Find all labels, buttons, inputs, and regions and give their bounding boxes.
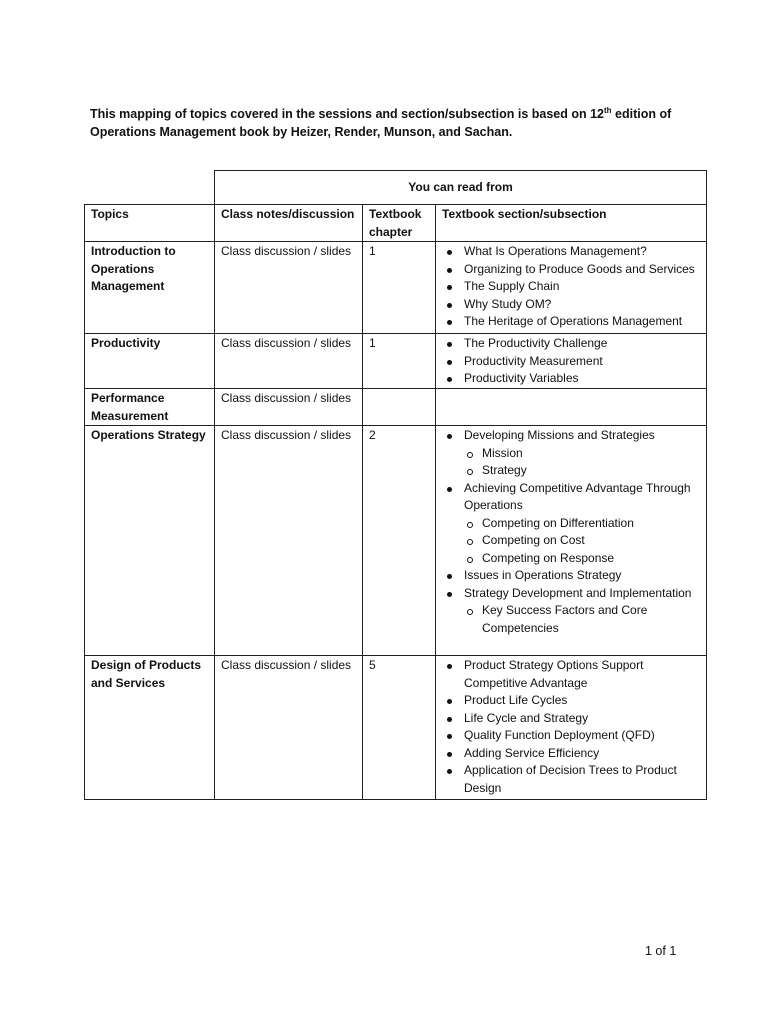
intro-paragraph [90,105,690,141]
column-header-topics: Topics [85,205,215,242]
table-row [85,242,707,334]
section-item [444,353,702,371]
section-item-text: Quality Function Deployment (QFD) [464,728,655,742]
notes-cell: Class discussion / slides [215,334,363,389]
subsection-list [464,602,702,637]
section-item [444,261,702,279]
section-item-text: Why Study OM? [464,296,552,311]
section-item-text: Product Strategy Options Support Competitive Advantage [464,658,644,690]
section-item-text: The Productivity Challenge [464,336,608,350]
intro-superscript: th [604,105,612,115]
section-item [444,692,702,710]
column-header-chapter: Textbook chapter [363,205,436,242]
section-item [444,657,702,692]
section-item-text: Product Life Cycles [464,693,568,707]
section-item [444,480,702,568]
section-item-text: Issues in Operations Strategy [464,568,622,582]
table-row [85,389,707,426]
section-item-text: Achieving Competitive Advantage Through Operations [464,480,691,512]
chapter-cell [363,389,436,426]
column-header-notes: Class notes/discussion [215,205,363,242]
section-item [444,296,702,314]
notes-cell: Class discussion / slides [215,389,363,426]
sections-cell [436,334,707,389]
table-row [85,334,707,389]
notes-cell: Class discussion / slides [215,656,363,800]
topic-cell: Operations Strategy [85,426,215,656]
section-item-text: What Is Operations Management? [464,244,647,258]
section-item [444,727,702,745]
section-item-text: The Supply Chain [464,279,560,293]
subsection-item: Key Success Factors and Core Competencies [464,602,702,637]
section-item [444,585,702,638]
intro-text-before: This mapping of topics covered in the sessions and section/subsection is based on 12 [90,106,605,121]
section-item [444,313,702,331]
subsection-item: Competing on Cost [464,532,702,550]
section-list [444,243,702,331]
section-list [444,657,702,797]
subsection-item: Competing on Differentiation [464,515,702,533]
chapter-cell: 1 [363,242,436,334]
section-item [444,762,702,797]
topic-cell: Design of Products and Services [85,656,215,800]
topic-cell: Introduction to Operations Management [85,242,215,334]
section-item-text: Adding Service Efficiency [464,745,600,760]
section-item [444,427,702,480]
page-indicator: 1 of 1 [645,944,677,958]
topic-cell: Performance Measurement [85,389,215,426]
column-header-sections: Textbook section/subsection [436,205,707,242]
section-item-text: Productivity Measurement [464,353,603,368]
subsection-item: Strategy [464,462,702,480]
section-item-text: Developing Missions and Strategies [464,428,655,442]
subsection-list [464,445,702,480]
table-body [85,242,707,800]
section-list [444,335,702,388]
section-item-text: Organizing to Produce Goods and Services [464,261,695,276]
sections-cell [436,242,707,334]
subsection-item: Competing on Response [464,550,702,568]
notes-cell: Class discussion / slides [215,242,363,334]
section-item [444,278,702,296]
section-item [444,243,702,261]
header-spacer [85,171,215,205]
table-row [85,426,707,656]
section-item-text: Productivity Variables [464,371,579,385]
chapter-cell: 2 [363,426,436,656]
chapter-cell: 1 [363,334,436,389]
table-row [85,656,707,800]
section-item-text: Strategy Development and Implementation [464,585,692,600]
intro-text-after: edition of Operations Management book by Heizer, Render, Munson, and Sachan. [90,106,672,139]
sections-cell [436,389,707,426]
section-item-text: Life Cycle and Strategy [464,710,589,725]
section-item [444,335,702,353]
group-header: You can read from [215,171,707,205]
section-item [444,567,702,585]
section-item [444,745,702,763]
subsection-item: Mission [464,445,702,463]
topics-table [84,170,707,800]
section-item [444,370,702,388]
sections-cell [436,426,707,656]
notes-cell: Class discussion / slides [215,426,363,656]
section-item [444,710,702,728]
section-item-text: Application of Decision Trees to Product Design [464,763,677,795]
section-item-text: The Heritage of Operations Management [464,314,683,328]
section-list [444,427,702,637]
sections-cell [436,656,707,800]
chapter-cell: 5 [363,656,436,800]
subsection-list [464,515,702,568]
topic-cell: Productivity [85,334,215,389]
